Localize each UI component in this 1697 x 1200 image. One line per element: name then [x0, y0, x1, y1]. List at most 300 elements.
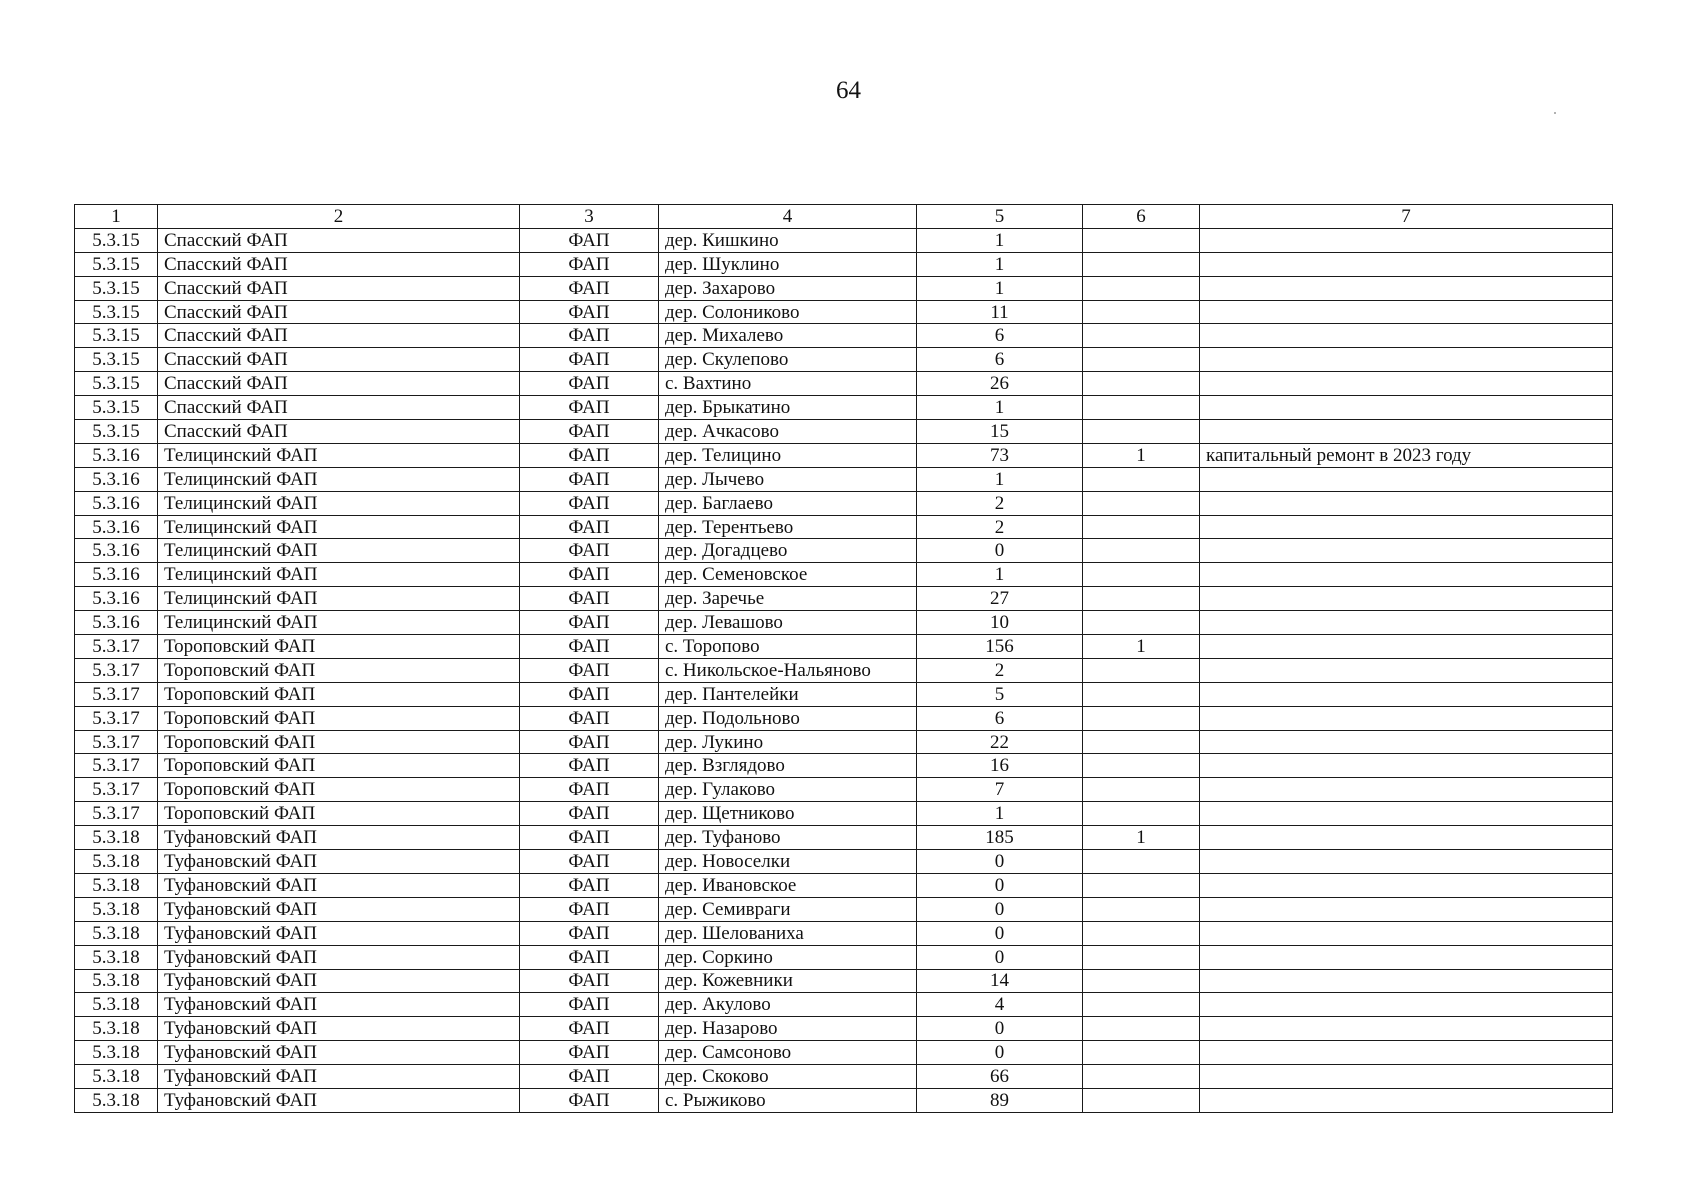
settlement-cell: дер. Семеновское [659, 563, 917, 587]
settlement-cell: дер. Туфаново [659, 826, 917, 850]
note-cell [1200, 372, 1613, 396]
facility-name-cell: Тороповский ФАП [158, 706, 520, 730]
table-row [75, 348, 1613, 372]
facility-count-cell [1083, 396, 1200, 420]
facility-name-cell: Туфановский ФАП [158, 945, 520, 969]
item-number-cell: 5.3.18 [75, 826, 158, 850]
facility-count-cell: 1 [1083, 826, 1200, 850]
note-cell [1200, 826, 1613, 850]
facility-type-cell: ФАП [520, 635, 659, 659]
facility-name-cell: Туфановский ФАП [158, 897, 520, 921]
population-cell: 6 [917, 324, 1083, 348]
note-cell [1200, 396, 1613, 420]
population-cell: 7 [917, 778, 1083, 802]
settlement-cell: с. Никольское-Нальяново [659, 658, 917, 682]
settlement-cell: дер. Шелованиха [659, 921, 917, 945]
item-number-cell: 5.3.15 [75, 252, 158, 276]
note-cell: капитальный ремонт в 2023 году [1200, 443, 1613, 467]
table-row [75, 324, 1613, 348]
table-row [75, 1065, 1613, 1089]
item-number-cell: 5.3.15 [75, 348, 158, 372]
table-row [75, 897, 1613, 921]
population-cell: 73 [917, 443, 1083, 467]
settlement-cell: дер. Лукино [659, 730, 917, 754]
facility-count-cell [1083, 491, 1200, 515]
table-row [75, 635, 1613, 659]
population-cell: 1 [917, 228, 1083, 252]
facility-type-cell: ФАП [520, 778, 659, 802]
facility-count-cell [1083, 897, 1200, 921]
population-cell: 11 [917, 300, 1083, 324]
facility-name-cell: Туфановский ФАП [158, 1065, 520, 1089]
facility-type-cell: ФАП [520, 706, 659, 730]
facility-type-cell: ФАП [520, 826, 659, 850]
facility-count-cell [1083, 730, 1200, 754]
note-cell [1200, 467, 1613, 491]
note-cell [1200, 850, 1613, 874]
facility-name-cell: Туфановский ФАП [158, 969, 520, 993]
table-row [75, 658, 1613, 682]
table-row [75, 730, 1613, 754]
table-row [75, 228, 1613, 252]
note-cell [1200, 1088, 1613, 1112]
settlement-cell: дер. Самсоново [659, 1041, 917, 1065]
facility-name-cell: Тороповский ФАП [158, 730, 520, 754]
note-cell [1200, 228, 1613, 252]
facility-count-cell: 1 [1083, 443, 1200, 467]
table-row [75, 563, 1613, 587]
table-row [75, 467, 1613, 491]
facility-count-cell [1083, 993, 1200, 1017]
facility-name-cell: Спасский ФАП [158, 300, 520, 324]
facility-name-cell: Тороповский ФАП [158, 635, 520, 659]
note-cell [1200, 754, 1613, 778]
settlement-cell: дер. Скоково [659, 1065, 917, 1089]
facility-type-cell: ФАП [520, 945, 659, 969]
table-row [75, 539, 1613, 563]
header-cell-5: 5 [917, 205, 1083, 229]
population-cell: 22 [917, 730, 1083, 754]
facility-type-cell: ФАП [520, 420, 659, 444]
settlement-cell: с. Вахтино [659, 372, 917, 396]
header-cell-2: 2 [158, 205, 520, 229]
note-cell [1200, 706, 1613, 730]
item-number-cell: 5.3.17 [75, 754, 158, 778]
item-number-cell: 5.3.17 [75, 730, 158, 754]
facility-count-cell [1083, 754, 1200, 778]
facility-name-cell: Спасский ФАП [158, 276, 520, 300]
facility-count-cell [1083, 300, 1200, 324]
facility-name-cell: Телицинский ФАП [158, 611, 520, 635]
note-cell [1200, 611, 1613, 635]
item-number-cell: 5.3.18 [75, 1065, 158, 1089]
facility-name-cell: Телицинский ФАП [158, 587, 520, 611]
facility-name-cell: Телицинский ФАП [158, 467, 520, 491]
facility-name-cell: Туфановский ФАП [158, 993, 520, 1017]
facility-name-cell: Спасский ФАП [158, 348, 520, 372]
note-cell [1200, 1017, 1613, 1041]
item-number-cell: 5.3.18 [75, 993, 158, 1017]
settlement-cell: дер. Михалево [659, 324, 917, 348]
item-number-cell: 5.3.16 [75, 539, 158, 563]
facility-count-cell [1083, 706, 1200, 730]
settlement-cell: дер. Брыкатино [659, 396, 917, 420]
settlement-cell: дер. Кишкино [659, 228, 917, 252]
facility-count-cell [1083, 348, 1200, 372]
note-cell [1200, 252, 1613, 276]
header-cell-4: 4 [659, 205, 917, 229]
table-row [75, 611, 1613, 635]
facility-count-cell [1083, 563, 1200, 587]
facility-type-cell: ФАП [520, 1017, 659, 1041]
table-body [75, 228, 1613, 1112]
table-row [75, 993, 1613, 1017]
population-cell: 2 [917, 515, 1083, 539]
population-cell: 2 [917, 658, 1083, 682]
header-cell-1: 1 [75, 205, 158, 229]
item-number-cell: 5.3.15 [75, 300, 158, 324]
facility-type-cell: ФАП [520, 443, 659, 467]
item-number-cell: 5.3.17 [75, 802, 158, 826]
table-row [75, 802, 1613, 826]
population-cell: 0 [917, 873, 1083, 897]
table-row [75, 969, 1613, 993]
population-cell: 4 [917, 993, 1083, 1017]
table-row [75, 754, 1613, 778]
settlement-cell: дер. Скулепово [659, 348, 917, 372]
table-row [75, 921, 1613, 945]
table-row [75, 491, 1613, 515]
item-number-cell: 5.3.17 [75, 682, 158, 706]
item-number-cell: 5.3.16 [75, 563, 158, 587]
item-number-cell: 5.3.16 [75, 443, 158, 467]
settlement-cell: дер. Акулово [659, 993, 917, 1017]
population-cell: 1 [917, 802, 1083, 826]
facility-count-cell [1083, 515, 1200, 539]
settlement-cell: дер. Новоселки [659, 850, 917, 874]
facility-count-cell [1083, 658, 1200, 682]
settlement-cell: дер. Ивановское [659, 873, 917, 897]
header-cell-6: 6 [1083, 205, 1200, 229]
facility-count-cell [1083, 873, 1200, 897]
table-row [75, 443, 1613, 467]
table-row [75, 945, 1613, 969]
item-number-cell: 5.3.15 [75, 228, 158, 252]
facility-count-cell [1083, 802, 1200, 826]
facility-count-cell [1083, 252, 1200, 276]
note-cell [1200, 348, 1613, 372]
item-number-cell: 5.3.16 [75, 491, 158, 515]
facility-name-cell: Телицинский ФАП [158, 491, 520, 515]
settlement-cell: дер. Телицино [659, 443, 917, 467]
header-cell-3: 3 [520, 205, 659, 229]
table-row [75, 873, 1613, 897]
note-cell [1200, 276, 1613, 300]
table-row [75, 276, 1613, 300]
note-cell [1200, 420, 1613, 444]
table-row [75, 1088, 1613, 1112]
header-cell-7: 7 [1200, 205, 1613, 229]
facility-type-cell: ФАП [520, 300, 659, 324]
settlement-cell: дер. Семивраги [659, 897, 917, 921]
table-row [75, 682, 1613, 706]
table-row [75, 515, 1613, 539]
facility-type-cell: ФАП [520, 276, 659, 300]
item-number-cell: 5.3.18 [75, 897, 158, 921]
facility-type-cell: ФАП [520, 993, 659, 1017]
facility-count-cell [1083, 372, 1200, 396]
population-cell: 1 [917, 276, 1083, 300]
facility-count-cell [1083, 1041, 1200, 1065]
settlement-cell: дер. Назарово [659, 1017, 917, 1041]
facility-type-cell: ФАП [520, 539, 659, 563]
settlement-cell: дер. Догадцево [659, 539, 917, 563]
note-cell [1200, 921, 1613, 945]
item-number-cell: 5.3.18 [75, 921, 158, 945]
facility-count-cell [1083, 420, 1200, 444]
note-cell [1200, 945, 1613, 969]
settlement-cell: дер. Шуклино [659, 252, 917, 276]
note-cell [1200, 515, 1613, 539]
facility-name-cell: Телицинский ФАП [158, 539, 520, 563]
population-cell: 27 [917, 587, 1083, 611]
note-cell [1200, 1065, 1613, 1089]
facility-name-cell: Туфановский ФАП [158, 826, 520, 850]
table-header [75, 205, 1613, 229]
item-number-cell: 5.3.18 [75, 1017, 158, 1041]
note-cell [1200, 778, 1613, 802]
item-number-cell: 5.3.17 [75, 706, 158, 730]
population-cell: 1 [917, 252, 1083, 276]
facility-count-cell [1083, 921, 1200, 945]
note-cell [1200, 969, 1613, 993]
population-cell: 0 [917, 945, 1083, 969]
facility-name-cell: Туфановский ФАП [158, 1041, 520, 1065]
population-cell: 0 [917, 1017, 1083, 1041]
facility-count-cell [1083, 945, 1200, 969]
facility-count-cell [1083, 850, 1200, 874]
facility-type-cell: ФАП [520, 1041, 659, 1065]
population-cell: 15 [917, 420, 1083, 444]
population-cell: 1 [917, 396, 1083, 420]
note-cell [1200, 563, 1613, 587]
table-row [75, 826, 1613, 850]
item-number-cell: 5.3.18 [75, 1088, 158, 1112]
facility-name-cell: Спасский ФАП [158, 396, 520, 420]
population-cell: 26 [917, 372, 1083, 396]
facility-name-cell: Телицинский ФАП [158, 443, 520, 467]
facility-count-cell [1083, 324, 1200, 348]
facility-name-cell: Телицинский ФАП [158, 563, 520, 587]
population-cell: 16 [917, 754, 1083, 778]
note-cell [1200, 324, 1613, 348]
facility-count-cell [1083, 778, 1200, 802]
population-cell: 10 [917, 611, 1083, 635]
table-row [75, 420, 1613, 444]
settlement-cell: дер. Заречье [659, 587, 917, 611]
note-cell [1200, 873, 1613, 897]
page-number: 64 [836, 77, 861, 104]
table-row [75, 587, 1613, 611]
facility-type-cell: ФАП [520, 682, 659, 706]
item-number-cell: 5.3.17 [75, 778, 158, 802]
facility-count-cell [1083, 228, 1200, 252]
settlement-cell: дер. Взглядово [659, 754, 917, 778]
facility-type-cell: ФАП [520, 1088, 659, 1112]
facility-type-cell: ФАП [520, 611, 659, 635]
settlement-cell: дер. Терентьево [659, 515, 917, 539]
table-row [75, 300, 1613, 324]
population-cell: 6 [917, 348, 1083, 372]
facility-type-cell: ФАП [520, 563, 659, 587]
facility-count-cell [1083, 1017, 1200, 1041]
facility-type-cell: ФАП [520, 348, 659, 372]
facility-type-cell: ФАП [520, 850, 659, 874]
facility-name-cell: Тороповский ФАП [158, 802, 520, 826]
facility-name-cell: Спасский ФАП [158, 228, 520, 252]
population-cell: 0 [917, 897, 1083, 921]
facility-type-cell: ФАП [520, 324, 659, 348]
item-number-cell: 5.3.18 [75, 969, 158, 993]
settlement-cell: с. Торопово [659, 635, 917, 659]
table-row [75, 706, 1613, 730]
item-number-cell: 5.3.15 [75, 276, 158, 300]
facility-name-cell: Туфановский ФАП [158, 921, 520, 945]
note-cell [1200, 730, 1613, 754]
settlement-cell: дер. Захарово [659, 276, 917, 300]
facility-type-cell: ФАП [520, 897, 659, 921]
population-cell: 0 [917, 921, 1083, 945]
facility-name-cell: Тороповский ФАП [158, 754, 520, 778]
settlement-cell: дер. Подольново [659, 706, 917, 730]
facility-name-cell: Телицинский ФАП [158, 515, 520, 539]
settlement-cell: дер. Пантелейки [659, 682, 917, 706]
facility-type-cell: ФАП [520, 1065, 659, 1089]
item-number-cell: 5.3.16 [75, 587, 158, 611]
population-cell: 185 [917, 826, 1083, 850]
facility-name-cell: Спасский ФАП [158, 372, 520, 396]
facility-type-cell: ФАП [520, 252, 659, 276]
item-number-cell: 5.3.16 [75, 515, 158, 539]
population-cell: 14 [917, 969, 1083, 993]
scan-speck [1554, 112, 1556, 114]
population-cell: 5 [917, 682, 1083, 706]
note-cell [1200, 635, 1613, 659]
facility-name-cell: Спасский ФАП [158, 420, 520, 444]
facility-name-cell: Туфановский ФАП [158, 850, 520, 874]
facility-name-cell: Тороповский ФАП [158, 778, 520, 802]
facility-name-cell: Спасский ФАП [158, 324, 520, 348]
population-cell: 6 [917, 706, 1083, 730]
item-number-cell: 5.3.15 [75, 396, 158, 420]
header-row [75, 205, 1613, 229]
facility-count-cell [1083, 1065, 1200, 1089]
item-number-cell: 5.3.16 [75, 611, 158, 635]
table-row [75, 1041, 1613, 1065]
facility-name-cell: Тороповский ФАП [158, 658, 520, 682]
settlement-cell: с. Рыжиково [659, 1088, 917, 1112]
settlement-cell: дер. Левашово [659, 611, 917, 635]
note-cell [1200, 993, 1613, 1017]
item-number-cell: 5.3.17 [75, 658, 158, 682]
facility-count-cell [1083, 467, 1200, 491]
table-row [75, 778, 1613, 802]
facility-name-cell: Туфановский ФАП [158, 1088, 520, 1112]
facility-type-cell: ФАП [520, 491, 659, 515]
item-number-cell: 5.3.17 [75, 635, 158, 659]
population-cell: 2 [917, 491, 1083, 515]
settlement-cell: дер. Щетниково [659, 802, 917, 826]
population-cell: 0 [917, 1041, 1083, 1065]
item-number-cell: 5.3.15 [75, 324, 158, 348]
population-cell: 66 [917, 1065, 1083, 1089]
settlement-cell: дер. Ачкасово [659, 420, 917, 444]
population-cell: 0 [917, 850, 1083, 874]
item-number-cell: 5.3.15 [75, 420, 158, 444]
settlement-cell: дер. Кожевники [659, 969, 917, 993]
facility-count-cell [1083, 1088, 1200, 1112]
facility-name-cell: Спасский ФАП [158, 252, 520, 276]
note-cell [1200, 539, 1613, 563]
note-cell [1200, 1041, 1613, 1065]
table-row [75, 850, 1613, 874]
item-number-cell: 5.3.18 [75, 873, 158, 897]
settlement-cell: дер. Лычево [659, 467, 917, 491]
settlement-cell: дер. Гулаково [659, 778, 917, 802]
facility-type-cell: ФАП [520, 515, 659, 539]
facility-type-cell: ФАП [520, 372, 659, 396]
settlement-cell: дер. Баглаево [659, 491, 917, 515]
facility-count-cell [1083, 611, 1200, 635]
settlements-table [74, 204, 1613, 1113]
facility-type-cell: ФАП [520, 228, 659, 252]
facility-type-cell: ФАП [520, 587, 659, 611]
facility-type-cell: ФАП [520, 730, 659, 754]
item-number-cell: 5.3.18 [75, 1041, 158, 1065]
facility-type-cell: ФАП [520, 396, 659, 420]
table-row [75, 1017, 1613, 1041]
facility-type-cell: ФАП [520, 802, 659, 826]
population-cell: 156 [917, 635, 1083, 659]
settlement-cell: дер. Солониково [659, 300, 917, 324]
population-cell: 0 [917, 539, 1083, 563]
item-number-cell: 5.3.15 [75, 372, 158, 396]
facility-type-cell: ФАП [520, 754, 659, 778]
note-cell [1200, 897, 1613, 921]
facility-name-cell: Тороповский ФАП [158, 682, 520, 706]
facility-type-cell: ФАП [520, 467, 659, 491]
population-cell: 89 [917, 1088, 1083, 1112]
facility-count-cell [1083, 539, 1200, 563]
settlement-cell: дер. Соркино [659, 945, 917, 969]
facility-count-cell [1083, 276, 1200, 300]
table-row [75, 252, 1613, 276]
facility-type-cell: ФАП [520, 969, 659, 993]
table-row [75, 396, 1613, 420]
note-cell [1200, 587, 1613, 611]
facility-type-cell: ФАП [520, 921, 659, 945]
population-cell: 1 [917, 563, 1083, 587]
facility-count-cell [1083, 682, 1200, 706]
item-number-cell: 5.3.16 [75, 467, 158, 491]
facility-name-cell: Туфановский ФАП [158, 873, 520, 897]
facility-count-cell [1083, 587, 1200, 611]
note-cell [1200, 658, 1613, 682]
table-row [75, 372, 1613, 396]
note-cell [1200, 802, 1613, 826]
facility-count-cell [1083, 969, 1200, 993]
facility-name-cell: Туфановский ФАП [158, 1017, 520, 1041]
